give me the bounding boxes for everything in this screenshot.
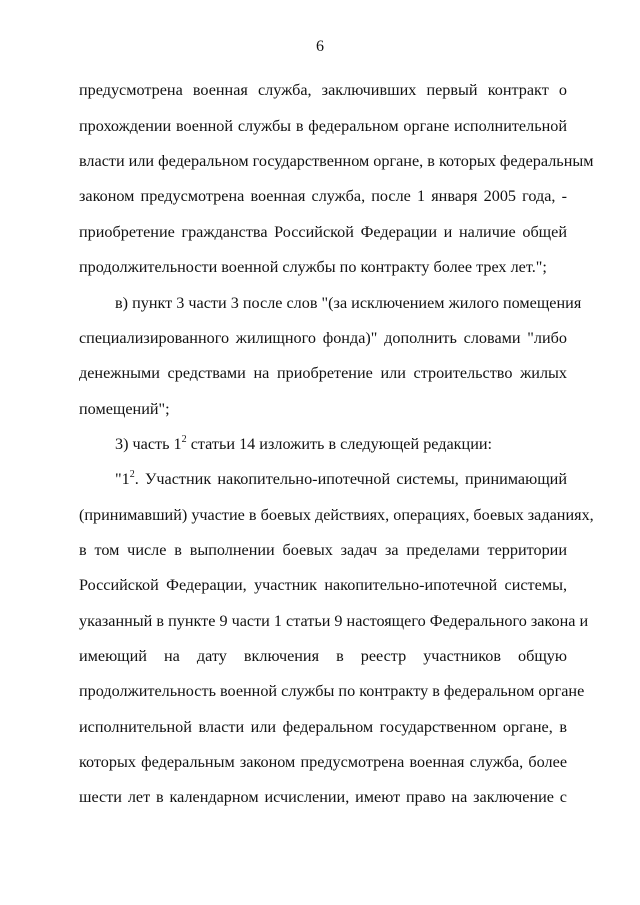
text-line: приобретение гражданства Российской Федерации и наличие общей xyxy=(79,223,567,241)
text-fragment: "$1^2$. Участник накопительно-ипотечной системы, принимающий xyxy=(115,469,567,488)
text-line xyxy=(115,434,567,454)
text-line: шести лет в календарном исчислении, имеют право на заключение с xyxy=(79,788,567,806)
text-line: прохождении военной службы в федеральном органе исполнительной xyxy=(79,117,567,135)
text-line: продолжительности военной службы по контракту более трех лет."; xyxy=(79,258,547,276)
text-line: продолжительность военной службы по контракту в федеральном органе xyxy=(79,682,585,700)
text-line: Российской Федерации, участник накопительно-ипотечной системы, xyxy=(79,576,567,594)
text-line: (принимавший) участие в боевых действиях, операциях, боевых заданиях, xyxy=(79,506,594,524)
superscript: 2 xyxy=(129,469,135,480)
text-line: которых федеральным законом предусмотрена военная служба, более xyxy=(79,753,567,771)
text-line: власти или федеральном государственном органе, в которых федеральным xyxy=(79,152,594,170)
superscript: 2 xyxy=(181,434,187,445)
text-line: денежными средствами на приобретение или строительство жилых xyxy=(79,364,567,382)
text-line: указанный в пункте 9 части 1 статьи 9 настоящего Федерального закона и xyxy=(79,612,589,630)
text-line: специализированного жилищного фонда)" дополнить словами "либо xyxy=(79,329,567,347)
page-number: 6 xyxy=(316,38,324,55)
text-fragment: 3) часть 1 xyxy=(115,435,182,453)
text-line: законом предусмотрена военная служба, после 1 января 2005 года, - xyxy=(79,187,567,205)
text-line: исполнительной власти или федеральном государственном органе, в xyxy=(79,718,567,736)
text-line: в) пункт 3 части 3 после слов "(за исключением жилого помещения xyxy=(115,294,582,312)
text-line: предусмотрена военная служба, заключивших первый контракт о xyxy=(79,81,567,99)
text-fragment: статьи 14 изложить в следующей редакции: xyxy=(186,435,493,453)
text-line: в том числе в выполнении боевых задач за пределами территории xyxy=(79,541,567,559)
text-line: имеющий на дату включения в реестр участников общую xyxy=(79,647,567,665)
text-line xyxy=(115,469,567,489)
text-line: помещений"; xyxy=(79,400,170,418)
